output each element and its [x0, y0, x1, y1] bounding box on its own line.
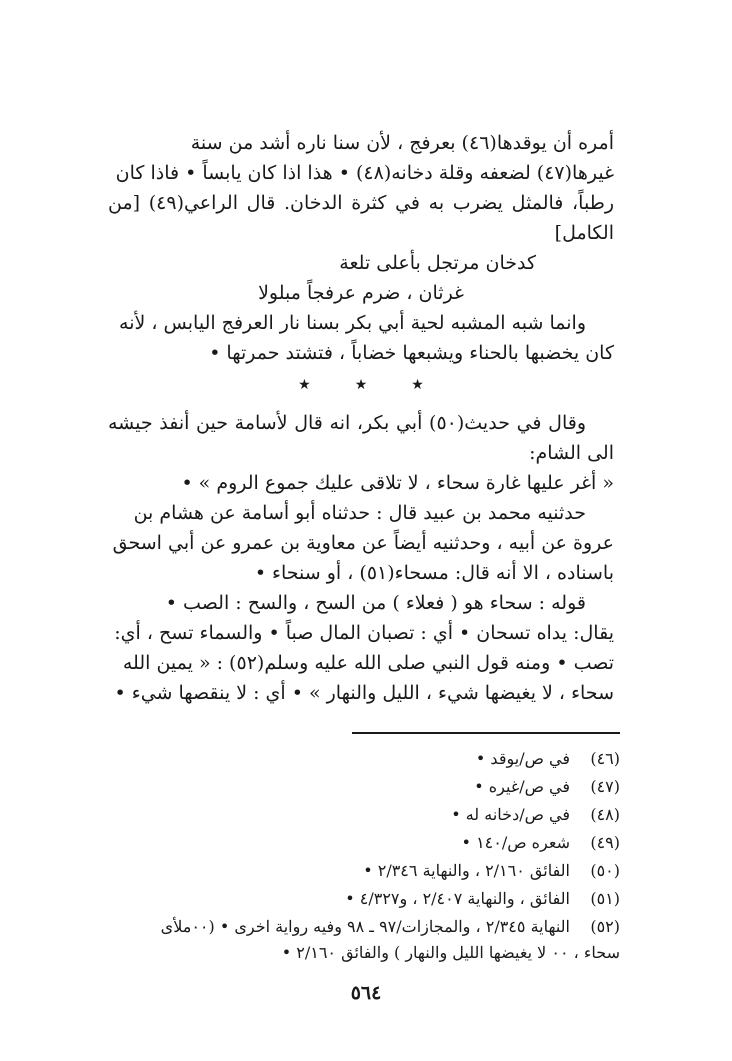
text-line: رطباً، فالمثل يضرب به في كثرة الدخان. قال الراعي(٤٩) [من الكامل] [108, 192, 614, 244]
footnote [110, 773, 620, 801]
footnote-number: (٤٩) [590, 833, 620, 852]
section-separator [108, 370, 614, 400]
text-line: تصب • ومنه قول النبي صلى الله عليه وسلم(٥٢) : « يمين الله [122, 652, 614, 674]
footnote [110, 745, 620, 773]
text-line: يقال: يداه تسحان • أي : تصبان المال صباً • والسماء تسح ، أي: [114, 622, 614, 644]
text-line: أمره أن يوقدها(٤٦) بعرفج ، لأن سنا ناره أشد من سنة [190, 132, 614, 154]
footnote [110, 913, 620, 941]
footnote-number: (٤٨) [590, 805, 620, 824]
text-line: عروة عن أبيه ، وحدثنيه أيضاً عن معاوية بن عمرو عن أبي اسحق [112, 532, 614, 554]
verse-hemistich-2: غرثان ، ضرم عرفجاً مبلولا [258, 282, 464, 304]
footnote [110, 857, 620, 885]
footnote [110, 801, 620, 829]
star-icon: ★ [411, 377, 424, 393]
text-line: قوله : سحاء هو ( فعلاء ) من السح ، والسح : الصب • [165, 592, 586, 614]
text-line: سحاء ، لا يغيضها شيء ، الليل والنهار » • أي : لا ينقصها شيء • [114, 682, 614, 704]
text-line: باسناده ، الا أنه قال: مسحاء(٥١) ، أو سنحاء • [254, 562, 614, 584]
footnote-number: (٤٧) [590, 777, 620, 796]
footnote-number: (٥٢) [590, 917, 620, 936]
footnote-text: النهاية ٢/٣٤٥ ، والمجازات/٩٧ ـ ٩٨ وفيه رواية اخرى • (٠٠ملأى [160, 917, 570, 936]
star-icon: ★ [354, 377, 368, 393]
footnote-text: شعره ص/١٤٠ • [461, 833, 570, 852]
star-icon: ★ [298, 377, 311, 393]
footnote-text: في ص/يوقد • [475, 749, 570, 768]
verse-hemistich-1: كدخان مرتجل بأعلى تلعة [339, 252, 536, 274]
footnote [110, 829, 620, 857]
text-line: غيرها(٤٧) لضعفه وقلة دخانه(٤٨) • هذا اذا كان يابساً • فاذا كان [115, 162, 614, 184]
footnote-divider [352, 732, 620, 734]
text-line: حدثنيه محمد بن عبيد قال : حدثناه أبو أسامة عن هشام بن [133, 502, 586, 524]
text-line: وانما شبه المشبه لحية أبي بكر بسنا نار العرفج اليابس ، لأنه [119, 312, 586, 334]
footnote-number: (٥٠) [590, 861, 620, 880]
page-number: ٥٦٤ [350, 982, 382, 1004]
footnotes [110, 745, 620, 967]
footnote-number: (٤٦) [590, 749, 620, 768]
footnote-continuation: سحاء ، ٠٠ لا يغيضها الليل والنهار ) والفائق ٢/١٦٠ • [281, 943, 620, 962]
footnote-number: (٥١) [590, 889, 620, 908]
main-text [108, 128, 614, 708]
text-line: كان يخضبها بالحناء ويشبعها خضاباً ، فتشتد حمرتها • [209, 342, 614, 364]
footnote [110, 885, 620, 913]
text-line: « أغر عليها غارة سحاء ، لا تلاقى عليك جموع الروم » • [181, 472, 614, 494]
footnote-text: في ص/دخانه له • [451, 805, 570, 824]
text-line: وقال في حديث(٥٠) أبي بكر، انه قال لأسامة حين أنفذ جيشه الى الشام: [108, 412, 614, 464]
footnote-text: في ص/غيره • [474, 777, 570, 796]
footnote-text: الفائق ٢/١٦٠ ، والنهاية ٢/٣٤٦ • [363, 861, 570, 880]
footnote-text: الفائق ، والنهاية ٢/٤٠٧ ، و٤/٣٢٧ • [345, 889, 570, 908]
